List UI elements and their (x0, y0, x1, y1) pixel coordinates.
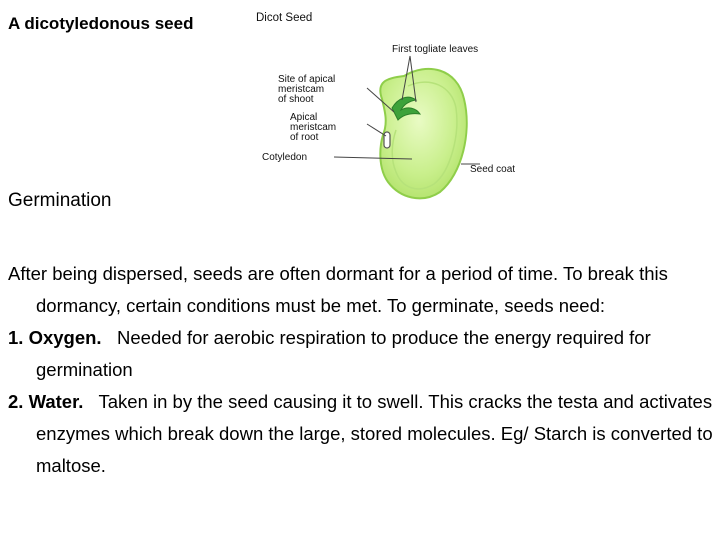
item-text: Taken in by the seed causing it to swell. This cracks the testa and activates enzymes which break down the large, stored molecules. Eg/ Starch is converted to maltose. (36, 391, 713, 476)
need-item-water (8, 386, 714, 482)
diagram-title: Dicot Seed (256, 12, 313, 24)
intro-paragraph: After being dispersed, seeds are often dormant for a period of time. To break this dormancy, certain conditions must be met. To germinate, seeds need: (8, 263, 668, 316)
label-seed-coat: Seed coat (470, 164, 516, 175)
label-shoot-3: of shoot (278, 94, 314, 105)
label-shoot-2: meristcam (278, 84, 325, 95)
item-term: Water. (28, 391, 84, 412)
item-number: 1. (8, 327, 24, 348)
label-root-3: of root (290, 132, 319, 143)
label-shoot-1: Site of apical (278, 74, 336, 85)
section-heading: A dicotyledonous seed (8, 14, 194, 33)
seed-coat-shape (380, 69, 466, 198)
label-root-1: Apical (290, 112, 318, 123)
label-first-leaves: First togliate leaves (392, 44, 479, 55)
item-text: Needed for aerobic respiration to produce the energy required for germination (36, 327, 651, 380)
item-number: 2. (8, 391, 24, 412)
embryo-radicle (384, 132, 390, 148)
item-term: Oxygen. (28, 327, 102, 348)
label-root-2: meristcam (290, 122, 337, 133)
need-item-oxygen (8, 322, 714, 386)
dicot-seed-diagram (252, 4, 552, 204)
label-cotyledon: Cotyledon (262, 152, 308, 163)
germination-heading: Germination (8, 190, 112, 211)
germination-text (8, 258, 714, 482)
leader-root (367, 124, 386, 136)
